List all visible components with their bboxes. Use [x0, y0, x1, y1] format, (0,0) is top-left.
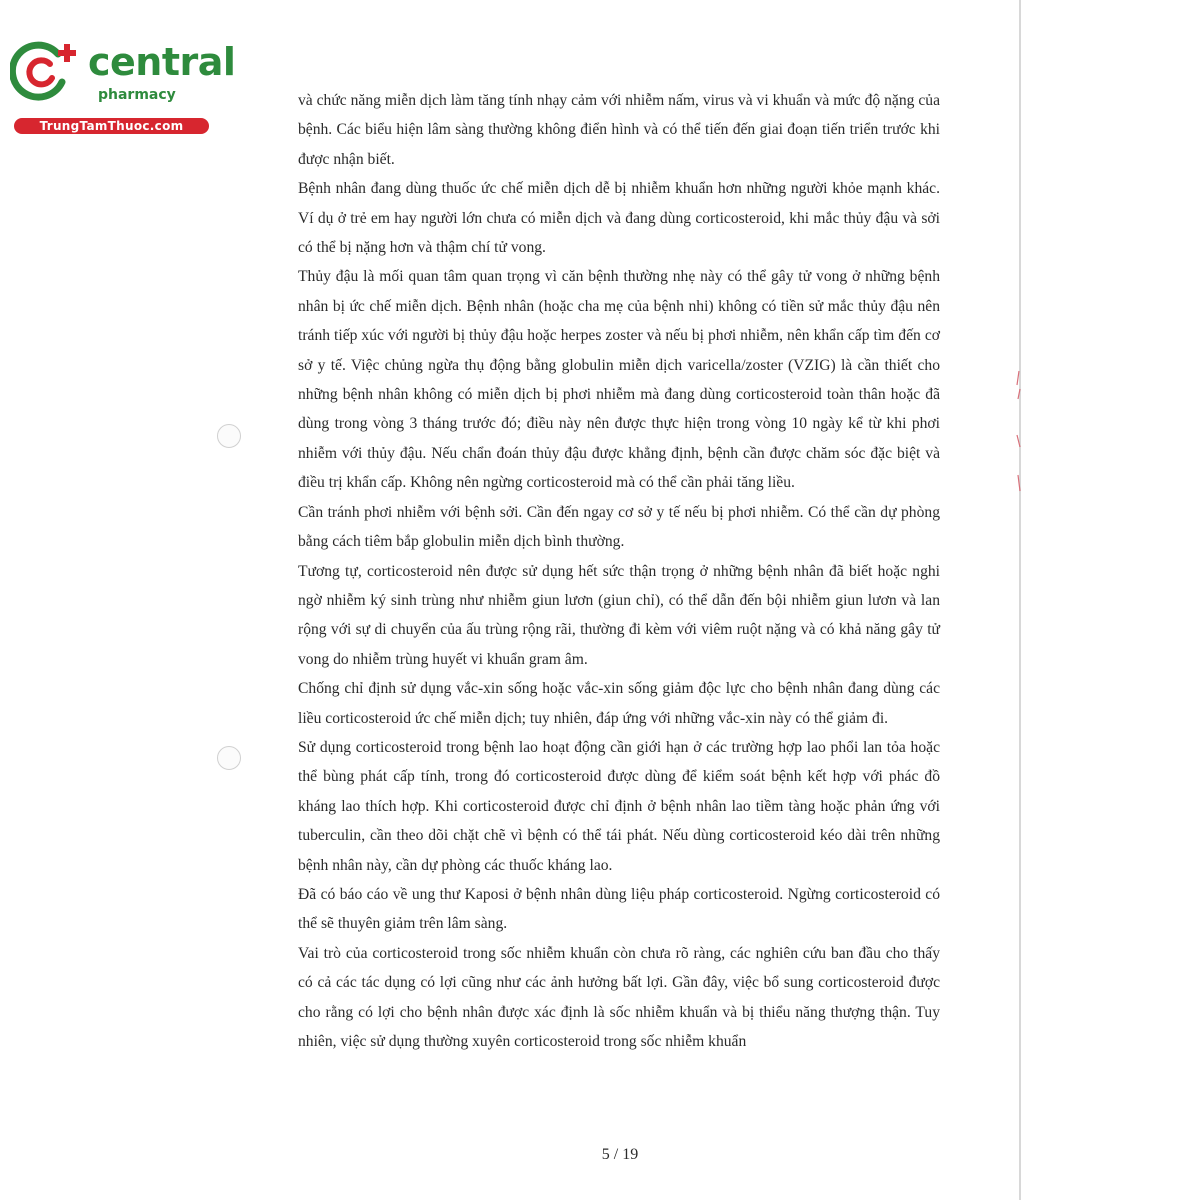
logo-url-badge: TrungTamThuoc.com: [14, 118, 209, 134]
paragraph: Sử dụng corticosteroid trong bệnh lao hoạt động cần giới hạn ở các trường hợp lao phổi lan tỏa hoặc thể bùng phát cấp tính, trong đó corticosteroid được dùng để kiểm soát bệnh kết hợp với phác đồ kháng lao thích hợp. Khi corticosteroid được chỉ định ở bệnh nhân lao tiềm tàng hoặc phản ứng với tuberculin, cần theo dõi chặt chẽ vì bệnh có thể tái phát. Nếu dùng corticosteroid kéo dài trên những bệnh nhân này, cần dự phòng các thuốc kháng lao.: [298, 738, 940, 874]
central-pharmacy-logo: [10, 38, 236, 136]
paragraph: và chức năng miễn dịch làm tăng tính nhạy cảm với nhiễm nấm, virus và vi khuẩn và mức độ nặng của bệnh. Các biểu hiện lâm sàng thường không điển hình và có thể tiến đến giai đoạn tiến triển trước khi được nhận biết.: [298, 92, 940, 168]
paragraph: Vai trò của corticosteroid trong sốc nhiễm khuẩn còn chưa rõ ràng, các nghiên cứu ban đầu cho thấy có cả các tác dụng có lợi cũng như các ảnh hưởng bất lợi. Gần đây, việc bổ sung corticosteroid được cho rằng có lợi cho bệnh nhân được xác định là sốc nhiễm khuẩn và bị thiểu năng thượng thận. Tuy nhiên, việc sử dụng thường xuyên corticosteroid trong sốc nhiễm khuẩn: [298, 944, 940, 1050]
pharmacy-cross-logo-icon: [10, 38, 82, 104]
paragraph: Bệnh nhân đang dùng thuốc ức chế miễn dịch dễ bị nhiễm khuẩn hơn những người khỏe mạnh khác. Ví dụ ở trẻ em hay người lớn chưa có miễn dịch và đang dùng corticosteroid, khi mắc thủy đậu và sởi có thể bị nặng hơn và thậm chí tử vong.: [298, 180, 940, 257]
paragraph: Thủy đậu là mối quan tâm quan trọng vì căn bệnh thường nhẹ này có thể gây tử vong ở những bệnh nhân bị ức chế miễn dịch. Bệnh nhân (hoặc cha mẹ của bệnh nhi) không có tiền sử mắc thủy đậu nên tránh tiếp xúc với người bị thủy đậu hoặc herpes zoster và nếu bị phơi nhiễm, nên khẩn cấp tìm đến cơ sở y tế. Việc chủng ngừa thụ động bằng globulin miễn dịch varicella/zoster (VZIG) là cần thiết cho những bệnh nhân không có miễn dịch bị phơi nhiễm mà đang dùng corticosteroid toàn thân hoặc đã dùng trong vòng 3 tháng trước đó; điều này nên được thực hiện trong vòng 10 ngày kể từ khi phơi nhiễm với thủy đậu. Nếu chẩn đoán thủy đậu được khẳng định, bệnh cần được chăm sóc đặc biệt và điều trị khẩn cấp. Không nên ngừng corticosteroid mà có thể cần phải tăng liều.: [298, 268, 940, 492]
document-body: [298, 86, 940, 1056]
logo-brand-text: central: [88, 40, 236, 84]
paragraph: Đã có báo cáo về ung thư Kaposi ở bệnh nhân dùng liệu pháp corticosteroid. Ngừng corticosteroid có thể sẽ thuyên giảm trên lâm sàng.: [298, 885, 940, 933]
paragraph: Tương tự, corticosteroid nên được sử dụng hết sức thận trọng ở những bệnh nhân đã biết hoặc nghi ngờ nhiễm ký sinh trùng như nhiễm giun lươn (giun chỉ), có thể dẫn đến bội nhiễm giun lươn và lan rộng với sự di chuyển của ấu trùng rộng rãi, thường đi kèm với viêm ruột nặng và có khả năng gây tử vong do nhiễm trùng huyết vi khuẩn gram âm.: [298, 562, 940, 668]
paragraph: Cần tránh phơi nhiễm với bệnh sởi. Cần đến ngay cơ sở y tế nếu bị phơi nhiễm. Có thể cần dự phòng bằng cách tiêm bắp globulin miễn dịch bình thường.: [298, 503, 940, 551]
punch-hole-top: [217, 424, 241, 448]
page-edge-line: [1019, 0, 1021, 1200]
logo-sub-text: pharmacy: [98, 87, 176, 103]
margin-ink-marks: [1011, 365, 1025, 505]
page-number: 5 / 19: [601, 1146, 639, 1163]
paragraph: Chống chỉ định sử dụng vắc-xin sống hoặc vắc-xin sống giảm độc lực cho bệnh nhân đang dùng các liều corticosteroid ức chế miễn dịch; tuy nhiên, đáp ứng với những vắc-xin này có thể giảm đi.: [298, 680, 940, 727]
punch-hole-bottom: [217, 746, 241, 770]
